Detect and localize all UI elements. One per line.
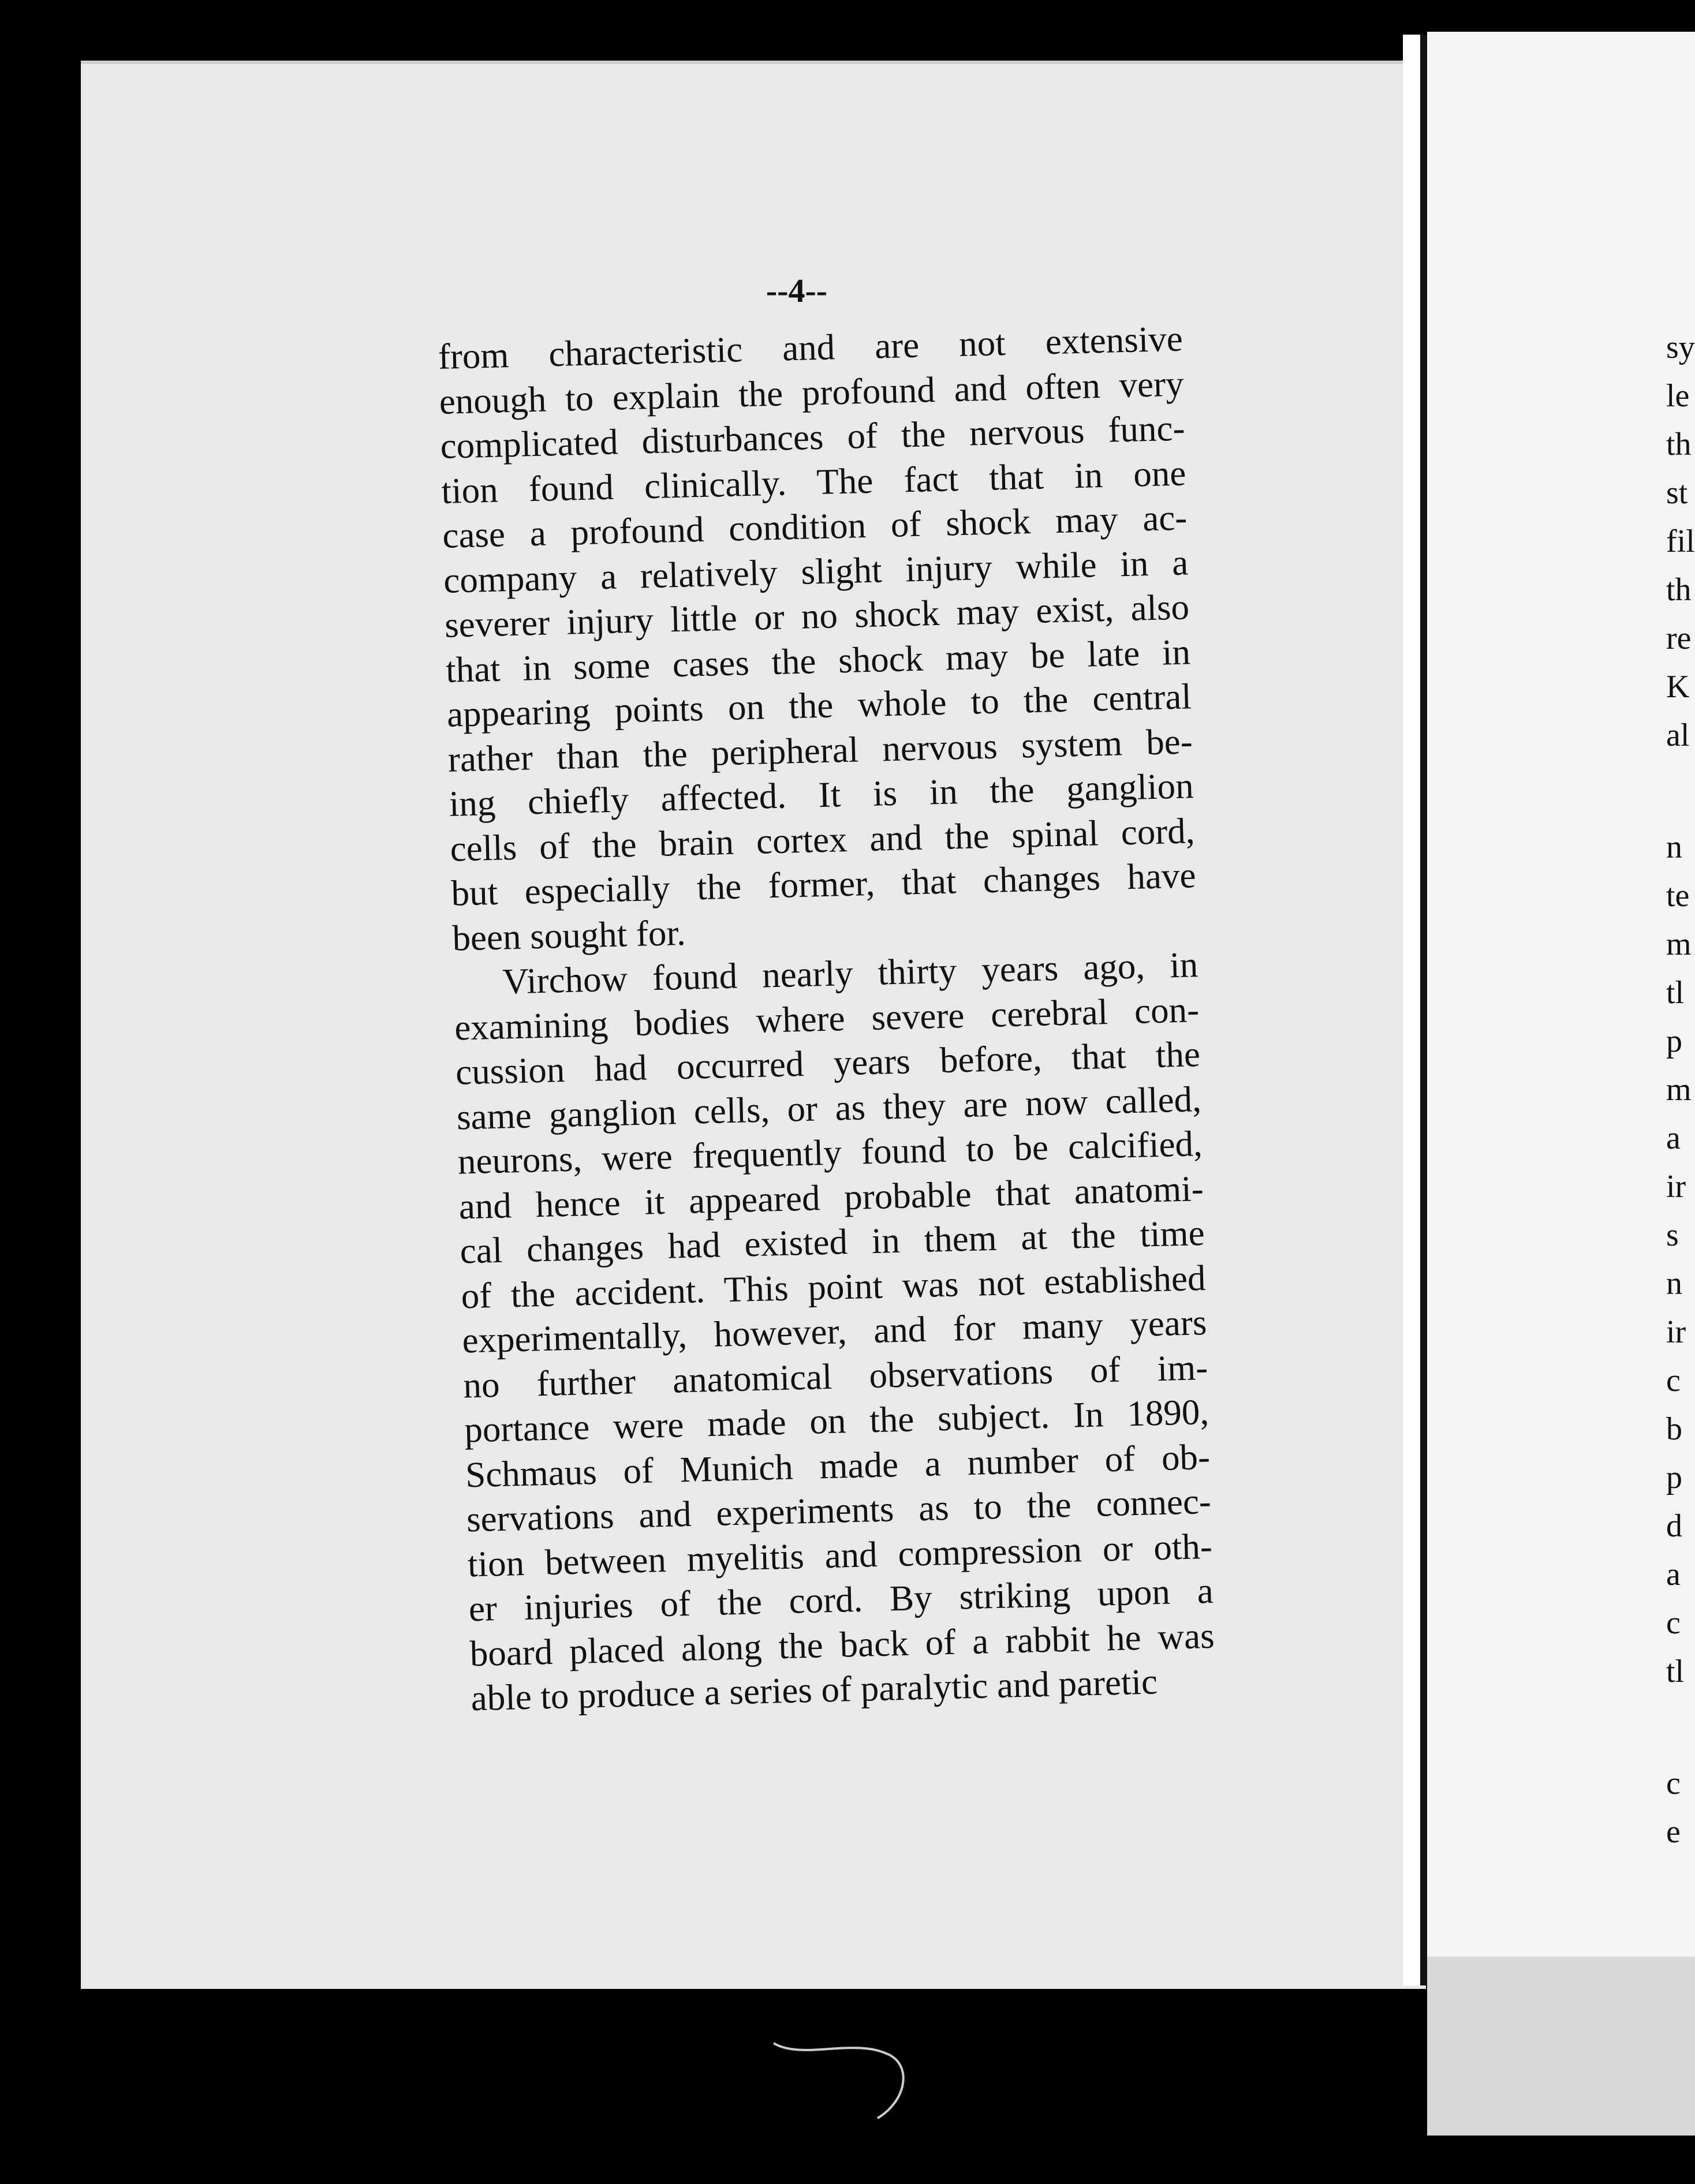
facing-page-fragment: d: [1666, 1508, 1682, 1544]
text-line: experimentally, however, and for many years: [461, 1302, 1208, 1361]
facing-page-fragment: tl: [1666, 1654, 1685, 1689]
text-line: that in some cases the shock may be late in: [445, 631, 1191, 690]
facing-page-fragment: K: [1666, 669, 1690, 705]
text-line: cells of the brain cortex and the spinal cord,: [449, 810, 1196, 869]
text-line: been sought for.: [451, 912, 686, 959]
page-number: --4--: [766, 272, 828, 309]
facing-page-fragment: fil: [1666, 523, 1695, 559]
facing-page-fragment: c: [1666, 1605, 1681, 1641]
text-line: tion found clinically. The fact that in one: [440, 452, 1187, 511]
facing-page-fragment: p: [1666, 1023, 1682, 1059]
text-line: ing chiefly affected. It is in the ganglion: [449, 765, 1194, 824]
text-line: able to produce a series of paralytic and paretic: [470, 1661, 1158, 1719]
facing-page-lower-edge: [1427, 1957, 1695, 2136]
text-line: tion between myelitis and compression or oth-: [467, 1525, 1213, 1584]
text-line: of the accident. This point was not established: [460, 1257, 1207, 1316]
facing-page-fragment: c: [1666, 1363, 1681, 1398]
text-line: same ganglion cells, or as they are now called,: [456, 1078, 1202, 1138]
facing-page-fragment: tl: [1666, 975, 1685, 1011]
text-line: cussion had occurred years before, that the: [455, 1034, 1201, 1093]
facing-page-fragment: m: [1666, 926, 1692, 962]
text-line: complicated disturbances of the nervous func-: [439, 407, 1186, 466]
facing-page-fragment: m: [1666, 1072, 1692, 1108]
facing-page-fragment: e: [1666, 1814, 1681, 1850]
text-line: servations and experiments as to the connec-: [466, 1480, 1212, 1540]
facing-page-fragment: th: [1666, 427, 1692, 462]
book-spine: [1420, 35, 1427, 1985]
facing-page-fragment: re: [1666, 620, 1692, 656]
text-line: cal changes had existed in them at the time: [459, 1213, 1205, 1271]
body-text: [438, 316, 1216, 1721]
facing-page: [1427, 32, 1695, 1957]
text-line: appearing points on the whole to the central: [446, 676, 1192, 735]
facing-page-fragment: n: [1666, 1266, 1682, 1302]
text-line: examining bodies where severe cerebral con-: [454, 989, 1200, 1048]
facing-page-fragment: te: [1666, 878, 1690, 914]
text-line: case a profound condition of shock may ac-: [442, 497, 1188, 556]
facing-page-fragment: al: [1666, 717, 1690, 753]
text-line: no further anatomical observations of im-: [462, 1347, 1208, 1405]
facing-page-fragment: s: [1666, 1217, 1679, 1253]
text-line: and hence it appeared probable that anatomi-: [458, 1168, 1204, 1227]
text-line: company a relatively slight injury while in a: [443, 541, 1189, 601]
stray-pen-mark: [768, 2020, 918, 2136]
facing-page-fragment: p: [1666, 1460, 1682, 1495]
facing-page-fragment: st: [1666, 475, 1688, 511]
facing-page-text-fragments: [1666, 323, 1695, 1856]
text-line: rather than the peripheral nervous system be-: [447, 720, 1193, 780]
facing-page-fragment: le: [1666, 378, 1690, 414]
text-line: Schmaus of Munich made a number of ob-: [465, 1436, 1211, 1495]
text-line: er injuries of the cord. By striking upon a: [468, 1570, 1214, 1629]
facing-page-fragment: ir: [1666, 1314, 1686, 1350]
facing-page-fragment: a: [1666, 1120, 1681, 1156]
facing-page-fragment: a: [1666, 1557, 1681, 1592]
facing-page-fragment: c: [1666, 1766, 1681, 1801]
text-line: neurons, were frequently found to be calcified,: [457, 1123, 1203, 1182]
text-line: severer injury little or no shock may exist, also: [444, 586, 1190, 645]
text-line: board placed along the back of a rabbit he was: [469, 1615, 1215, 1674]
text-line: portance were made on the subject. In 1890,: [464, 1391, 1209, 1450]
text-line: enough to explain the profound and often very: [438, 362, 1185, 422]
text-line: Virchow found nearly thirty years ago, in: [502, 944, 1199, 1002]
facing-page-fragment: n: [1666, 829, 1682, 865]
text-line: from characteristic and are not extensive: [438, 318, 1183, 377]
facing-page-fragment: th: [1666, 572, 1692, 608]
text-line: but especially the former, that changes have: [450, 855, 1197, 914]
facing-page-fragment: b: [1666, 1411, 1682, 1447]
facing-page-fragment: ir: [1666, 1169, 1686, 1205]
facing-page-fragment: sy: [1666, 330, 1695, 365]
